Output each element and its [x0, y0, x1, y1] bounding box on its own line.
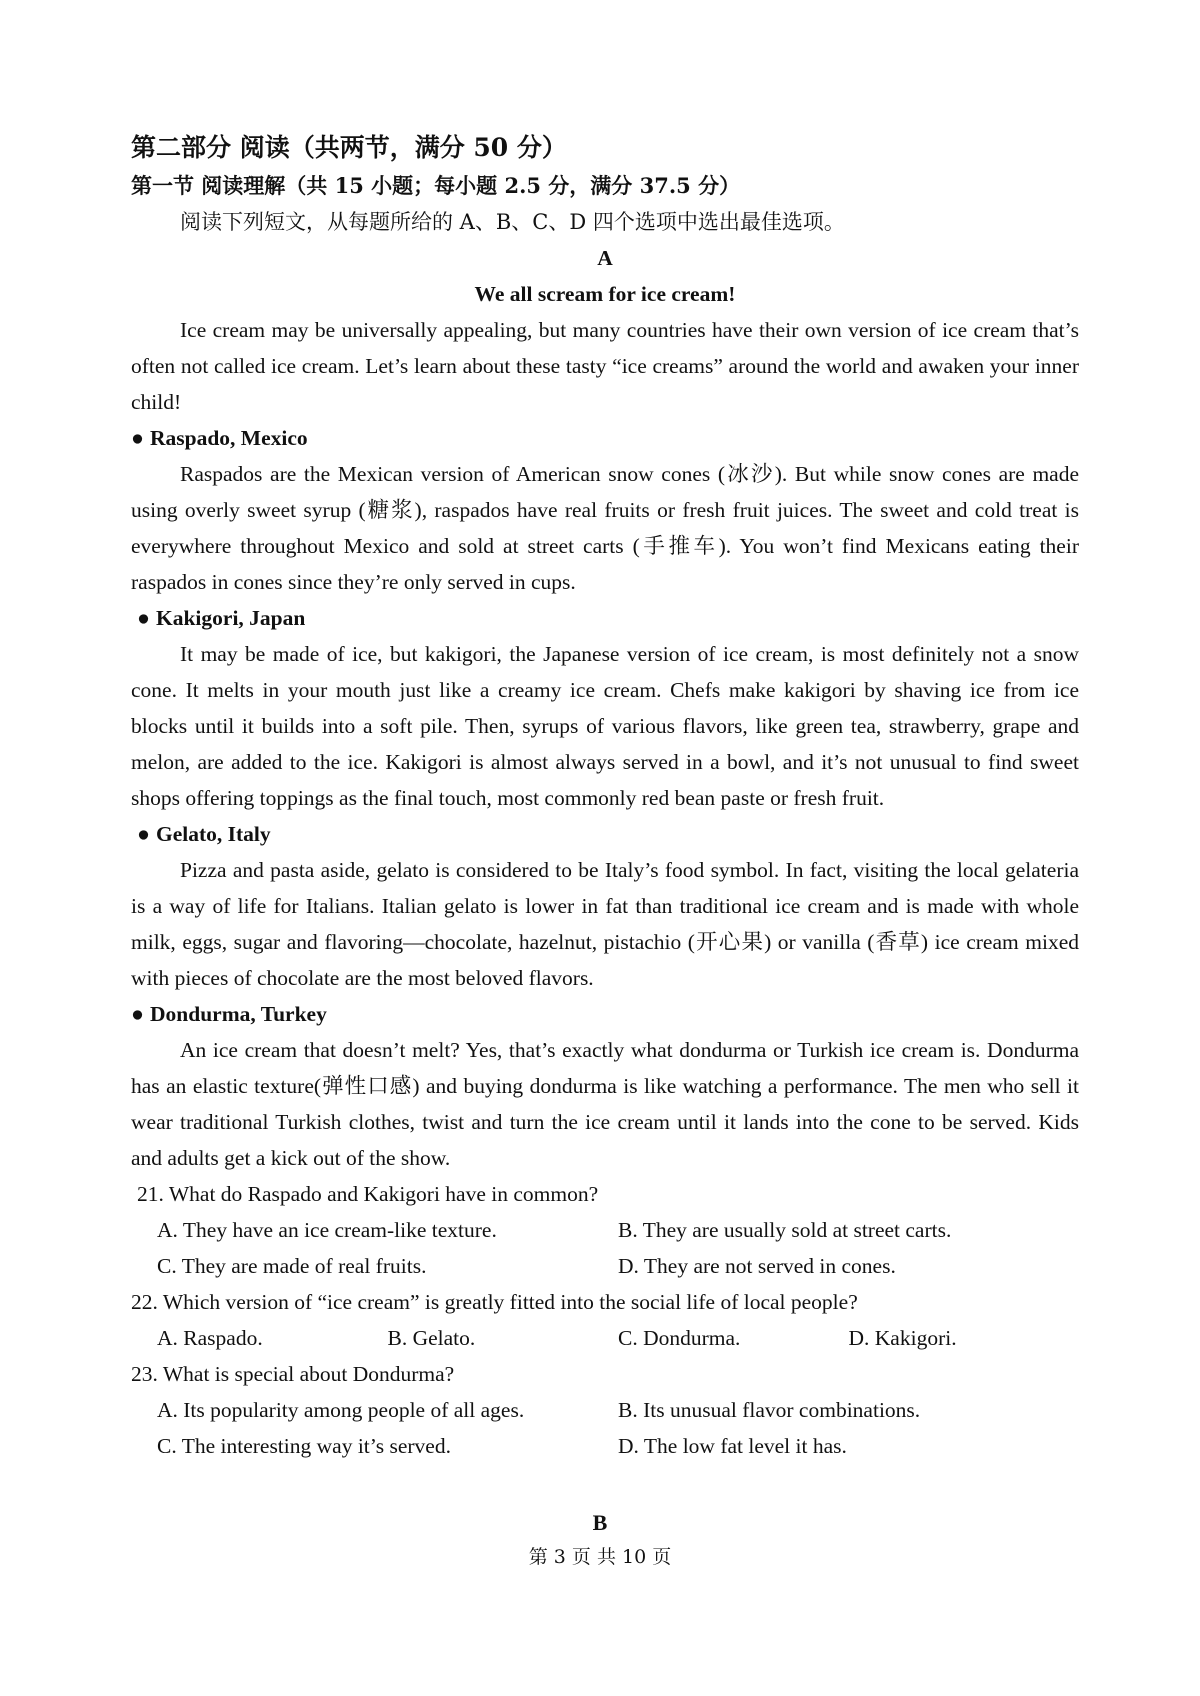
option-c[interactable]: C. They are made of real fruits.: [157, 1254, 427, 1278]
bullet-icon: ●: [137, 822, 150, 846]
passage-intro: Ice cream may be universally appealing, but many countries have their own version of ice cream that’s often not called ice cream. Let’s learn about these tasty “ice creams” around the world and awaken your inner child!: [131, 318, 1079, 414]
section-heading-text: Kakigori, Japan: [156, 606, 306, 630]
passage-section-raspado: [131, 420, 1079, 600]
option-a[interactable]: A. Raspado.: [157, 1326, 263, 1350]
question-stem: 22. Which version of “ice cream” is greatly fitted into the social life of local people?: [131, 1290, 858, 1314]
question-stem: 21. What do Raspado and Kakigori have in common?: [137, 1182, 599, 1206]
bullet-icon: ●: [131, 1002, 144, 1026]
passage-letter: A: [597, 246, 613, 270]
passage-title: We all scream for ice cream!: [474, 282, 736, 306]
exam-page: [131, 128, 1079, 1464]
section-text: An ice cream that doesn’t melt? Yes, that’s exactly what dondurma or Turkish ice cream is. Dondurma has an elastic texture(弹性口感) and buying dondurma is like watching a performance. The men who sell it wear traditional Turkish clothes, twist and turn the ice cream until it lands into the cone to be served. Kids and adults get a kick out of the show.: [131, 1038, 1079, 1170]
option-a[interactable]: A. They have an ice cream-like texture.: [157, 1218, 497, 1242]
option-d[interactable]: D. Kakigori.: [848, 1326, 957, 1350]
passage-section-gelato: [131, 816, 1079, 996]
option-a[interactable]: A. Its popularity among people of all ages.: [157, 1398, 525, 1422]
section-heading: [131, 816, 1079, 852]
option-d[interactable]: D. They are not served in cones.: [618, 1254, 896, 1278]
instructions: 阅读下列短文，从每题所给的 A、B、C、D 四个选项中选出最佳选项。: [180, 210, 845, 234]
section-text: It may be made of ice, but kakigori, the Japanese version of ice cream, is most definitely not a snow cone. It melts in your mouth just like a creamy ice cream. Chefs make kakigori by shaving ice from ice blocks until it builds into a soft pile. Then, syrups of various flavors, like green tea, strawberry, grape and melon, are added to the ice. Kakigori is almost always served in a bowl, and it’s not unusual to find sweet shops offering toppings as the final touch, most commonly red bean paste or fresh fruit.: [131, 642, 1079, 810]
option-c[interactable]: C. The interesting way it’s served.: [157, 1434, 451, 1458]
option-b[interactable]: B. They are usually sold at street carts.: [618, 1218, 952, 1242]
section-title: 第一节 阅读理解（共 15 小题；每小题 2.5 分，满分 37.5 分）: [131, 173, 741, 198]
question-stem: 23. What is special about Dondurma?: [131, 1362, 455, 1386]
section-heading: [131, 996, 1079, 1032]
bullet-icon: ●: [137, 606, 150, 630]
option-c[interactable]: C. Dondurma.: [618, 1326, 741, 1350]
question-21: [131, 1176, 1079, 1284]
passage-section-dondurma: [131, 996, 1079, 1176]
option-b[interactable]: B. Gelato.: [387, 1326, 476, 1350]
option-d[interactable]: D. The low fat level it has.: [618, 1434, 847, 1458]
part-title: 第二部分 阅读（共两节，满分 50 分）: [131, 133, 567, 162]
options-row: [131, 1320, 1079, 1356]
section-text: Pizza and pasta aside, gelato is considered to be Italy’s food symbol. In fact, visiting the local gelateria is a way of life for Italians. Italian gelato is lower in fat than traditional ice cream and is made with whole milk, eggs, sugar and flavoring—chocolate, hazelnut, pistachio (开心果) or vanilla (香草) ice cream mixed with pieces of chocolate are the most beloved flavors.: [131, 858, 1079, 990]
bullet-icon: ●: [131, 426, 144, 450]
page-number: 第 3 页 共 10 页: [528, 1546, 672, 1568]
section-heading-text: Dondurma, Turkey: [150, 1002, 327, 1026]
section-heading: [131, 600, 1079, 636]
section-heading: [131, 420, 1079, 456]
question-23: [131, 1356, 1079, 1464]
passage-section-kakigori: [131, 600, 1079, 816]
options-row: [131, 1248, 1079, 1284]
options-row: [131, 1212, 1079, 1248]
section-text: Raspados are the Mexican version of American snow cones (冰沙). But while snow cones are made using overly sweet syrup (糖浆), raspados have real fruits or fresh fruit juices. The sweet and cold treat is everywhere throughout Mexico and sold at street carts (手推车). You won’t find Mexicans eating their raspados in cones since they’re only served in cups.: [131, 462, 1079, 594]
options-row: [131, 1392, 1079, 1428]
options-row: [131, 1428, 1079, 1464]
section-heading-text: Raspado, Mexico: [150, 426, 308, 450]
option-b[interactable]: B. Its unusual flavor combinations.: [618, 1398, 921, 1422]
section-heading-text: Gelato, Italy: [156, 822, 271, 846]
next-passage-letter: B: [592, 1510, 608, 1535]
question-22: [131, 1284, 1079, 1356]
